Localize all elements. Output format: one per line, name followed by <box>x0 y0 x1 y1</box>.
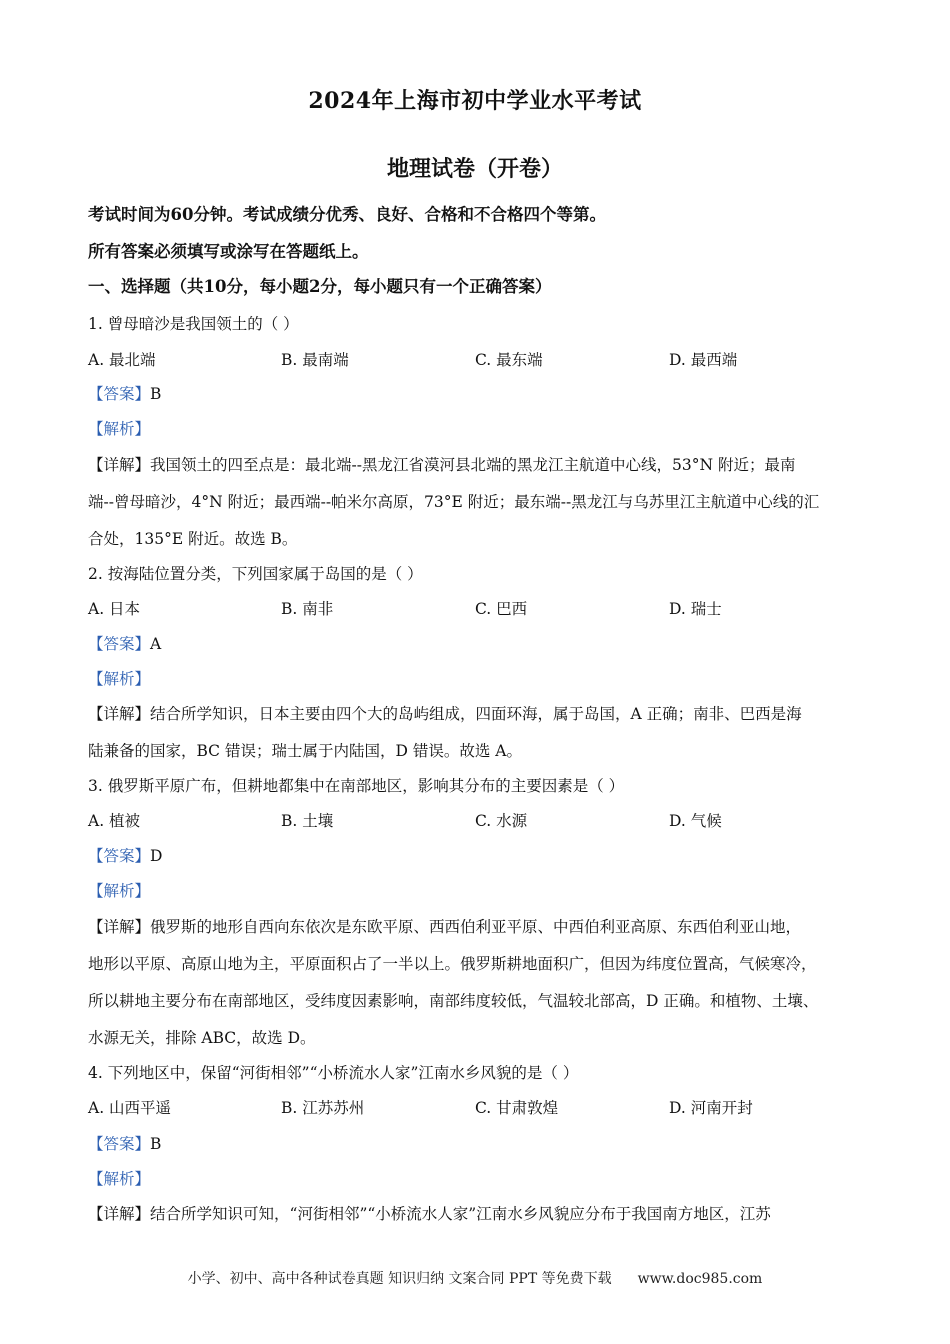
q2-option-c: C. 巴西 <box>475 600 528 618</box>
q3-option-b: B. 土壤 <box>281 812 334 830</box>
q1-option-c: C. 最东端 <box>475 351 543 369</box>
q3-detail-4: 水源无关，排除 ABC，故选 D。 <box>88 1029 316 1047</box>
q4-detail-1 <box>88 1203 771 1225</box>
footer-url[interactable]: www.doc985.com <box>637 1271 763 1287</box>
answer-tag: 【答案】 <box>88 847 151 865</box>
q4-answer <box>88 1133 161 1155</box>
question-stem-4: 4. 下列地区中，保留“河街相邻”“小桥流水人家”江南水乡风貌的是（ ） <box>88 1064 579 1082</box>
instruction-answers: 所有答案必须填写或涂写在答题纸上。 <box>88 242 369 261</box>
q3-answer-value: D <box>150 847 163 865</box>
q1-option-d: D. 最西端 <box>669 351 738 369</box>
q1-option-a: A. 最北端 <box>88 351 156 369</box>
q2-answer-value: A <box>150 635 162 653</box>
q3-detail-1 <box>88 916 801 938</box>
q4-analysis <box>88 1168 150 1190</box>
q1-answer <box>88 383 161 405</box>
q3-detail-text: 俄罗斯的地形自西向东依次是东欧平原、西西伯利亚平原、中西伯利亚高原、东西伯利亚山地， <box>150 918 802 936</box>
q4-option-b: B. 江苏苏州 <box>281 1099 365 1117</box>
section-heading: 一、选择题（共10分，每小题2分，每小题只有一个正确答案） <box>88 277 552 296</box>
q1-option-b: B. 最南端 <box>281 351 349 369</box>
q1-analysis <box>88 418 150 440</box>
answer-tag: 【答案】 <box>88 385 151 403</box>
q2-option-d: D. 瑞士 <box>669 600 722 618</box>
footer-text: 小学、初中、高中各种试卷真题 知识归纳 文案合同 PPT 等免费下载 <box>187 1271 612 1287</box>
q3-option-a: A. 植被 <box>88 812 141 830</box>
q2-detail-1 <box>88 703 802 725</box>
q2-detail-text: 结合所学知识，日本主要由四个大的岛屿组成，四面环海，属于岛国，A 正确；南非、巴西是海 <box>150 705 802 723</box>
detail-tag: 【详解】 <box>88 1205 151 1223</box>
analysis-tag: 【解析】 <box>88 882 151 900</box>
q2-answer <box>88 633 161 655</box>
question-stem-3: 3. 俄罗斯平原广布，但耕地都集中在南部地区，影响其分布的主要因素是（ ） <box>88 777 625 795</box>
question-stem-1: 1. 曾母暗沙是我国领土的（ ） <box>88 315 299 333</box>
q2-option-a: A. 日本 <box>88 600 141 618</box>
q1-detail-3: 合处，135°E 附近。故选 B。 <box>88 530 298 548</box>
exam-subtitle: 地理试卷（开卷） <box>386 156 563 182</box>
q2-analysis <box>88 668 150 690</box>
analysis-tag: 【解析】 <box>88 1170 151 1188</box>
detail-tag: 【详解】 <box>88 918 151 936</box>
q4-option-a: A. 山西平遥 <box>88 1099 172 1117</box>
q4-option-c: C. 甘肃敦煌 <box>475 1099 559 1117</box>
q2-option-b: B. 南非 <box>281 600 334 618</box>
analysis-tag: 【解析】 <box>88 420 151 438</box>
q1-detail-2: 端--曾母暗沙，4°N 附近；最西端--帕米尔高原，73°E 附近；最东端--黑龙江与乌苏里江主航道中心线的汇 <box>88 493 820 511</box>
detail-tag: 【详解】 <box>88 456 151 474</box>
q3-option-c: C. 水源 <box>475 812 528 830</box>
q1-detail-1 <box>88 454 795 476</box>
q4-answer-value: B <box>150 1135 162 1153</box>
q1-answer-value: B <box>150 385 162 403</box>
q3-analysis <box>88 880 150 902</box>
q1-detail-text: 我国领土的四至点是：最北端--黑龙江省漠河县北端的黑龙江主航道中心线，53°N 附近；最南 <box>150 456 796 474</box>
page-footer <box>0 1268 950 1288</box>
q4-option-d: D. 河南开封 <box>669 1099 753 1117</box>
analysis-tag: 【解析】 <box>88 670 151 688</box>
exam-title: 2024年上海市初中学业水平考试 <box>308 88 642 114</box>
q4-detail-text: 结合所学知识可知，“河街相邻”“小桥流水人家”江南水乡风貌应分布于我国南方地区，江苏 <box>150 1205 771 1223</box>
answer-tag: 【答案】 <box>88 1135 151 1153</box>
q3-option-d: D. 气候 <box>669 812 722 830</box>
detail-tag: 【详解】 <box>88 705 151 723</box>
question-stem-2: 2. 按海陆位置分类，下列国家属于岛国的是（ ） <box>88 565 423 583</box>
instruction-time: 考试时间为60分钟。考试成绩分优秀、良好、合格和不合格四个等第。 <box>88 205 606 224</box>
q3-detail-2: 地形以平原、高原山地为主，平原面积占了一半以上。俄罗斯耕地面积广，但因为纬度位置高，气候寒冷， <box>88 955 817 973</box>
q3-detail-3: 所以耕地主要分布在南部地区，受纬度因素影响，南部纬度较低，气温较北部高，D 正确。和植物、土壤、 <box>88 992 819 1010</box>
answer-tag: 【答案】 <box>88 635 151 653</box>
q2-detail-2: 陆兼备的国家，BC 错误；瑞士属于内陆国，D 错误。故选 A。 <box>88 742 522 760</box>
q3-answer <box>88 845 162 867</box>
